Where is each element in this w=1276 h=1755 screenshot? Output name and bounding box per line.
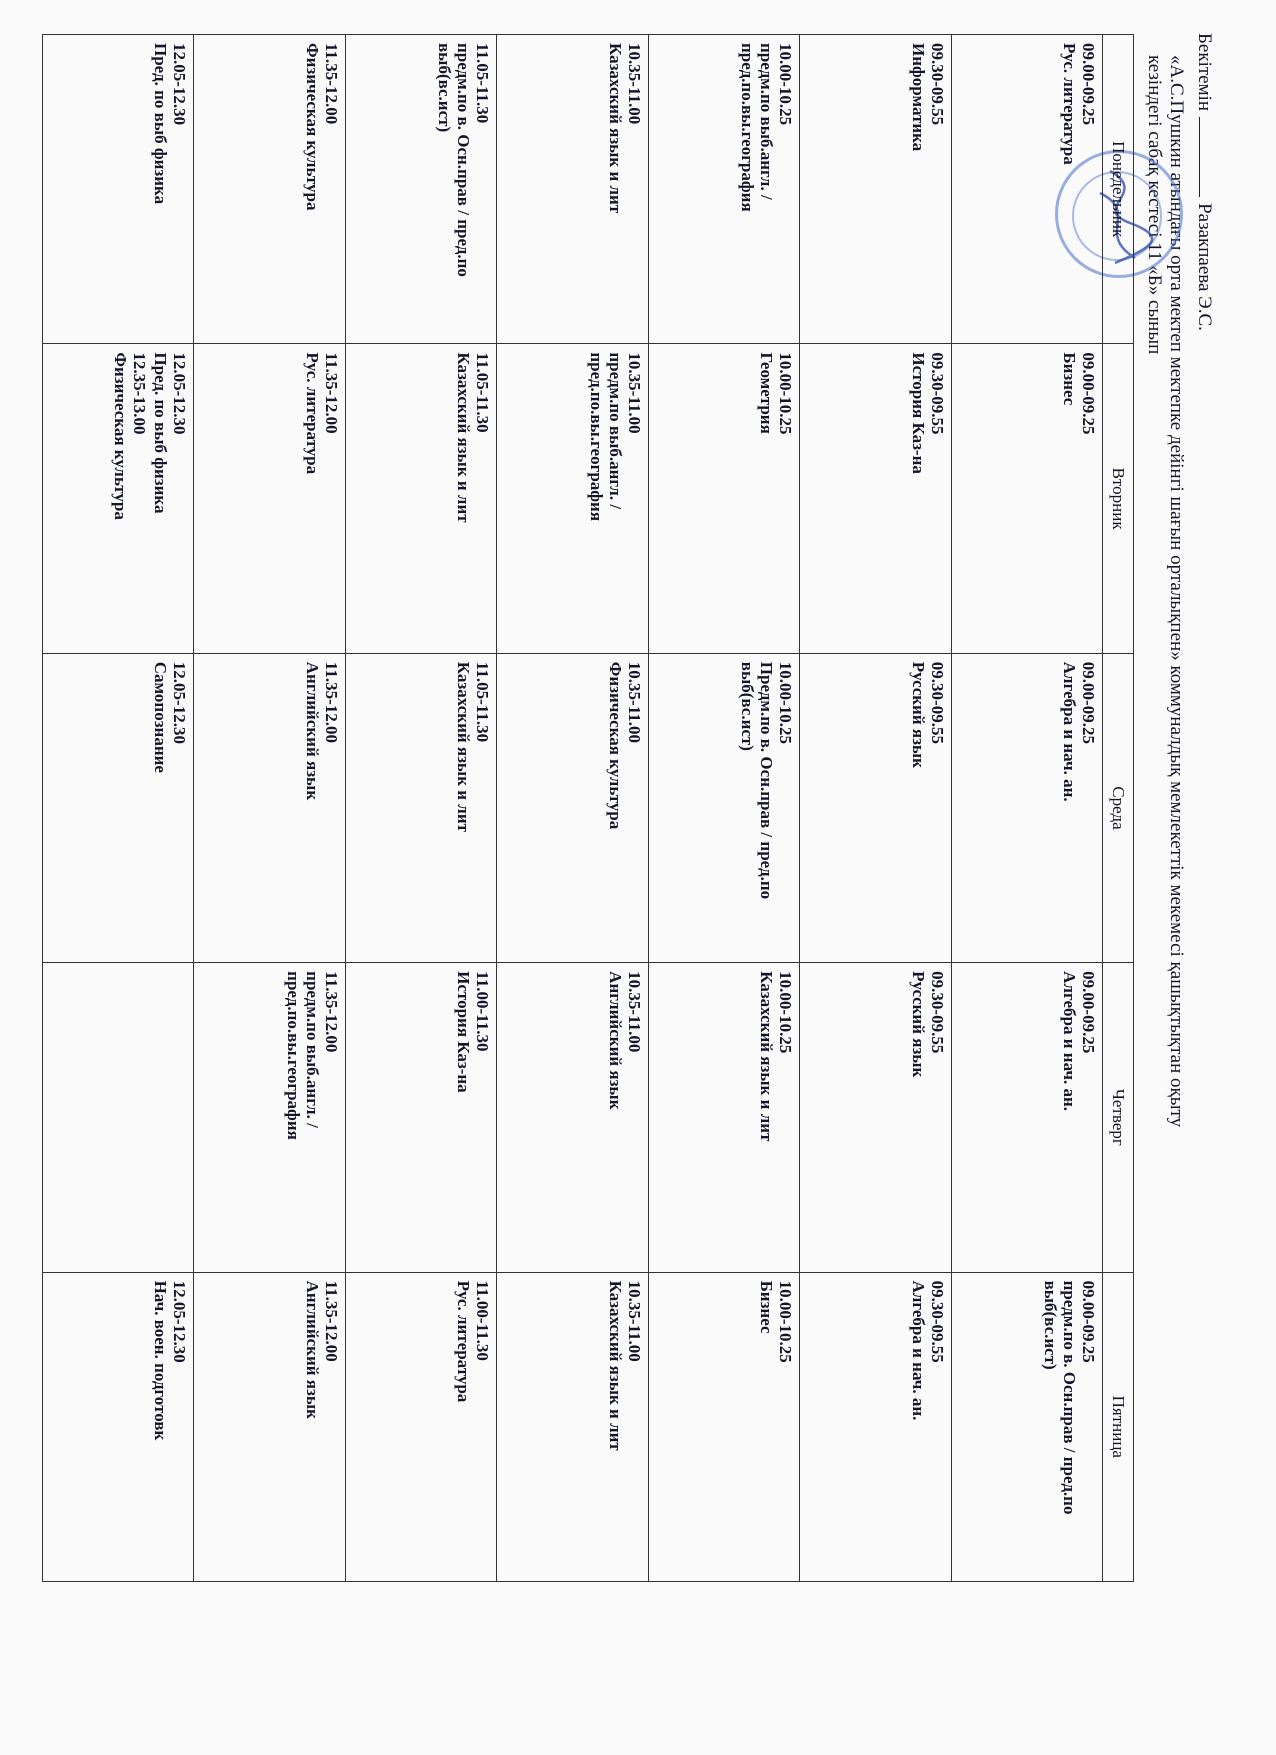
lesson-subject: Бизнес bbox=[1059, 352, 1079, 406]
lesson-time: 10.00-10.25 bbox=[776, 971, 796, 1054]
approve-label: Бекітемін bbox=[1194, 33, 1215, 112]
schedule-cell bbox=[345, 35, 496, 344]
lesson-subject: Казахский язык и лит bbox=[757, 971, 777, 1142]
lesson-subject: Рус. литература bbox=[1059, 43, 1079, 165]
lesson-subject: Английский язык bbox=[605, 971, 625, 1110]
schedule-cell bbox=[194, 35, 345, 344]
schedule-cell bbox=[43, 963, 194, 1272]
lesson-time: 09.30-09.55 bbox=[927, 352, 947, 435]
table-row bbox=[43, 35, 194, 1582]
schedule-cell bbox=[800, 1272, 951, 1581]
table-row bbox=[648, 35, 799, 1582]
school-title: «А.С.Пушкин атындағы орта мектеп мектепке дейінгі шағын орталықпен» коммуналдық мемлекеттік мекемесі қашықтықтан оқыту bbox=[1166, 55, 1187, 1128]
schedule-table bbox=[42, 34, 1134, 1582]
table-row bbox=[800, 35, 951, 1582]
lesson-time: 10.35-11.00 bbox=[624, 661, 644, 744]
schedule-cell bbox=[43, 344, 194, 653]
approval-line bbox=[1193, 33, 1215, 331]
lesson-subject: Казахский язык и лит bbox=[605, 43, 625, 214]
table-row bbox=[951, 35, 1102, 1582]
lesson-time: 09.00-09.25 bbox=[1079, 661, 1098, 744]
schedule-title: кезіндегі сабақ кестесі 11 «Б» сынып bbox=[1144, 55, 1165, 355]
lesson-time: 11.00-11.30 bbox=[473, 971, 493, 1052]
lesson-subject: Рус. литература bbox=[302, 352, 322, 475]
lesson-subject: Физическая культура bbox=[605, 661, 625, 830]
day-header: Среда bbox=[1103, 653, 1134, 962]
lesson-subject: Русский язык bbox=[908, 971, 928, 1078]
lesson-subject: предм.по выб.англ. / пред.по.вы.география bbox=[283, 971, 322, 1140]
lesson-subject: Нач. воен. подготовк bbox=[151, 1280, 171, 1441]
lesson-time: 09.00-09.25 bbox=[1079, 352, 1098, 435]
schedule-cell bbox=[497, 963, 648, 1272]
schedule-cell bbox=[951, 1272, 1102, 1581]
lesson-time: 11.35-12.00 bbox=[321, 352, 341, 434]
lesson-subject: предм.по в. Осн.прав / пред.по выб(вс.ист) bbox=[1040, 1280, 1079, 1515]
lesson-time: 10.00-10.25 bbox=[776, 43, 796, 126]
lesson-subject: Алгебра и нач. ан. bbox=[1059, 971, 1079, 1112]
schedule-cell bbox=[43, 1272, 194, 1581]
lesson-subject: Алгебра и нач. ан. bbox=[1059, 661, 1079, 802]
schedule-cell bbox=[194, 963, 345, 1272]
lesson-subject: Русский язык bbox=[908, 661, 928, 768]
lesson-subject: Казахский язык и лит bbox=[454, 661, 474, 832]
lesson-time: 11.05-11.30 bbox=[473, 43, 493, 124]
lesson-subject: Предм.по в. Осн.прав / пред.по выб(вс.ист) bbox=[738, 661, 777, 900]
lesson-subject: Пред. по выб физика bbox=[151, 352, 171, 514]
lesson-time: 09.30-09.55 bbox=[927, 661, 947, 744]
lesson-time: 10.35-11.00 bbox=[624, 1280, 644, 1362]
lesson-subject: Геометрия bbox=[757, 352, 777, 434]
lesson-time: 10.35-11.00 bbox=[624, 352, 644, 434]
table-row bbox=[194, 35, 345, 1582]
lesson-time: 11.35-12.00 bbox=[321, 971, 341, 1053]
signature-line bbox=[1199, 117, 1214, 197]
day-header: Пятница bbox=[1103, 1272, 1134, 1581]
lesson-time: 12.05-12.30 bbox=[170, 43, 190, 126]
lesson-subject: Физическая культура bbox=[111, 352, 131, 520]
schedule-cell bbox=[648, 963, 799, 1272]
lesson-subject: Английский язык bbox=[302, 1280, 322, 1419]
schedule-cell bbox=[648, 35, 799, 344]
lesson-subject: Информатика bbox=[908, 43, 928, 152]
schedule-cell bbox=[800, 653, 951, 962]
schedule-cell bbox=[345, 653, 496, 962]
schedule-cell bbox=[800, 35, 951, 344]
lesson-time: 11.05-11.30 bbox=[473, 352, 493, 433]
lesson-subject: Бизнес bbox=[757, 1280, 777, 1334]
lesson-subject: История Каз-на bbox=[454, 971, 474, 1093]
approver-name: Разакпаева Э.С. bbox=[1194, 203, 1215, 331]
schedule-cell bbox=[345, 1272, 496, 1581]
lesson-subject: Самопознание bbox=[151, 661, 171, 773]
lesson-time: 10.35-11.00 bbox=[624, 43, 644, 125]
schedule-cell bbox=[194, 1272, 345, 1581]
lesson-time: 09.00-09.25 bbox=[1079, 1280, 1098, 1363]
lesson-time: 09.00-09.25 bbox=[1079, 971, 1098, 1054]
lesson-time: 12.05-12.30 bbox=[170, 352, 190, 435]
schedule-cell bbox=[951, 344, 1102, 653]
schedule-cell bbox=[43, 35, 194, 344]
day-header: Четверг bbox=[1103, 963, 1134, 1272]
lesson-time: 10.00-10.25 bbox=[776, 352, 796, 435]
lesson-time: 11.00-11.30 bbox=[473, 1280, 493, 1361]
table-row bbox=[345, 35, 496, 1582]
lesson-time: 11.05-11.30 bbox=[473, 661, 493, 743]
lesson-time: 12.05-12.30 bbox=[170, 661, 190, 744]
lesson-time: 09.00-09.25 bbox=[1079, 43, 1098, 126]
schedule-cell bbox=[345, 344, 496, 653]
schedule-cell bbox=[951, 35, 1102, 344]
lesson-time: 09.30-09.55 bbox=[927, 971, 947, 1054]
lesson-time: 10.35-11.00 bbox=[624, 971, 644, 1053]
lesson-time: 10.00-10.25 bbox=[776, 1280, 796, 1363]
schedule-cell bbox=[497, 1272, 648, 1581]
lesson-subject: предм.по в. Осн.прав / пред.по выб(вс.ист) bbox=[435, 43, 474, 277]
schedule-cell bbox=[497, 344, 648, 653]
lesson-subject: История Каз-на bbox=[908, 352, 928, 474]
lesson-time: 11.35-12.00 bbox=[321, 43, 341, 125]
lesson-subject: Английский язык bbox=[302, 661, 322, 801]
schedule-cell bbox=[648, 653, 799, 962]
schedule-cell bbox=[800, 344, 951, 653]
lesson-time: 09.30-09.55 bbox=[927, 43, 947, 126]
lesson-time: 09.30-09.55 bbox=[927, 1280, 947, 1363]
lesson-time: 10.00-10.25 bbox=[776, 661, 796, 744]
lesson-subject: Физическая культура bbox=[302, 43, 322, 211]
lesson-subject: Казахский язык и лит bbox=[454, 352, 474, 523]
schedule-cell bbox=[951, 653, 1102, 962]
schedule-cell bbox=[648, 344, 799, 653]
lesson-subject: Пред. по выб физика bbox=[151, 43, 171, 205]
schedule-cell bbox=[43, 653, 194, 962]
lesson-subject: Рус. литература bbox=[454, 1280, 474, 1403]
lesson-subject: предм.по выб.англ. / пред.по.вы.география bbox=[738, 43, 777, 212]
schedule-cell bbox=[497, 35, 648, 344]
table-header-row bbox=[1103, 35, 1134, 1582]
schedule-cell bbox=[951, 963, 1102, 1272]
schedule-cell bbox=[648, 1272, 799, 1581]
schedule-cell bbox=[194, 653, 345, 962]
day-header: Вторник bbox=[1103, 344, 1134, 653]
schedule-cell bbox=[800, 963, 951, 1272]
day-header: Понедельник bbox=[1103, 35, 1134, 344]
lesson-time: 12.05-12.30 bbox=[170, 1280, 190, 1363]
schedule-cell bbox=[345, 963, 496, 1272]
lesson-time: 12.35-13.00 bbox=[130, 352, 150, 435]
table-row bbox=[497, 35, 648, 1582]
lesson-subject: предм.по выб.англ. / пред.по.вы.география bbox=[586, 352, 625, 522]
lesson-time: 11.35-12.00 bbox=[321, 1280, 341, 1362]
schedule-cell bbox=[194, 344, 345, 653]
schedule-cell bbox=[497, 653, 648, 962]
lesson-subject: Казахский язык и лит bbox=[605, 1280, 625, 1451]
lesson-time: 11.35-12.00 bbox=[321, 661, 341, 744]
lesson-subject: Алгебра и нач. ан. bbox=[908, 1280, 928, 1421]
